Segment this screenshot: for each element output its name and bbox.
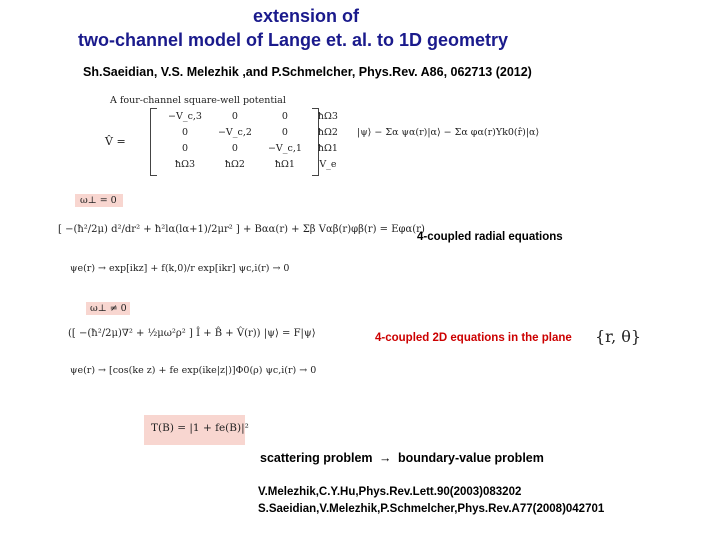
transmission-formula: T(B) = |1 + fe(B)|²: [151, 422, 249, 434]
potential-caption: A four-channel square-well potential: [110, 95, 286, 106]
matrix-cell: 0: [181, 142, 188, 154]
scattering-label: scattering problem: [260, 451, 373, 465]
title-line-2: two-channel model of Lange et. al. to 1D geometry: [78, 30, 509, 50]
plane-equation: ([ −(ħ²/2μ)∇² + ½μω²ρ² ] Î + B̂ + V̂(r)) |ψ⟩ = F|ψ⟩: [68, 328, 316, 339]
reference-1: V.Melezhik,C.Y.Hu,Phys.Rev.Lett.90(2003)083202: [258, 486, 522, 498]
matrix-left-bracket: [150, 108, 157, 176]
matrix-cell: −V_c,2: [217, 126, 252, 138]
plane-boundary: ψe(r) → [cos(ke z) + fe exp(ike|z|)]Φ0(ρ) ψc,i(r) → 0: [70, 365, 317, 376]
scattering-line: [260, 451, 544, 465]
matrix-cell: 0: [281, 110, 288, 122]
matrix-cell: ħΩ3: [317, 110, 338, 122]
matrix-cell: ħΩ1: [274, 158, 295, 170]
radial-boundary: ψe(r) → exp[ikz] + f(k,0)/r exp[ikr] ψc,i(r) → 0: [70, 263, 290, 274]
matrix-cell: 0: [281, 126, 288, 138]
matrix-cell: −V_c,1: [267, 142, 302, 154]
title-line-1: extension of: [253, 6, 360, 26]
radial-equation: [ −(ħ²/2μ) d²/dr² + ħ²lα(lα+1)/2μr² ] + Bαα(r) + Σβ Vαβ(r)φβ(r) = Eφα(r): [58, 224, 425, 235]
matrix-table: [160, 108, 346, 172]
matrix-cell: ħΩ1: [317, 142, 338, 154]
potential-matrix: [150, 108, 340, 176]
matrix-row: [160, 124, 346, 140]
reference-2: S.Saeidian,V.Melezhik,P.Schmelcher,Phys.Rev.A77(2008)042701: [258, 503, 605, 515]
boundary-label: boundary-value problem: [398, 451, 544, 465]
reference-list: [258, 484, 604, 518]
matrix-cell: 0: [231, 142, 238, 154]
matrix-cell: ħΩ2: [317, 126, 338, 138]
matrix-cell: ħΩ3: [174, 158, 195, 170]
arrow-right-icon: →: [379, 451, 392, 465]
matrix-cell: 0: [181, 126, 188, 138]
radial-label: 4-coupled radial equations: [417, 231, 563, 243]
omega-zero-label: ω⊥ = 0: [80, 195, 117, 206]
matrix-cell: −V_c,3: [168, 110, 202, 122]
omega-nonzero-label: ω⊥ ≠ 0: [90, 303, 127, 314]
matrix-cell: ħΩ2: [224, 158, 245, 170]
matrix-cell: V_e: [319, 158, 337, 170]
matrix-row: [160, 156, 346, 172]
matrix-row: [160, 108, 346, 124]
v-hat-label: V̂ =: [105, 135, 126, 148]
polar-coordinates: {r, θ}: [595, 327, 642, 346]
matrix-row: [160, 140, 346, 156]
psi-expansion: |ψ⟩ − Σα ψα(r)|α⟩ − Σα φα(r)Yk0(r̂)|α⟩: [357, 127, 540, 138]
matrix-cell: 0: [231, 110, 238, 122]
plane-label: 4-coupled 2D equations in the plane: [375, 332, 572, 344]
citation: Sh.Saeidian, V.S. Melezhik ,and P.Schmelcher, Phys.Rev. A86, 062713 (2012): [83, 65, 532, 79]
